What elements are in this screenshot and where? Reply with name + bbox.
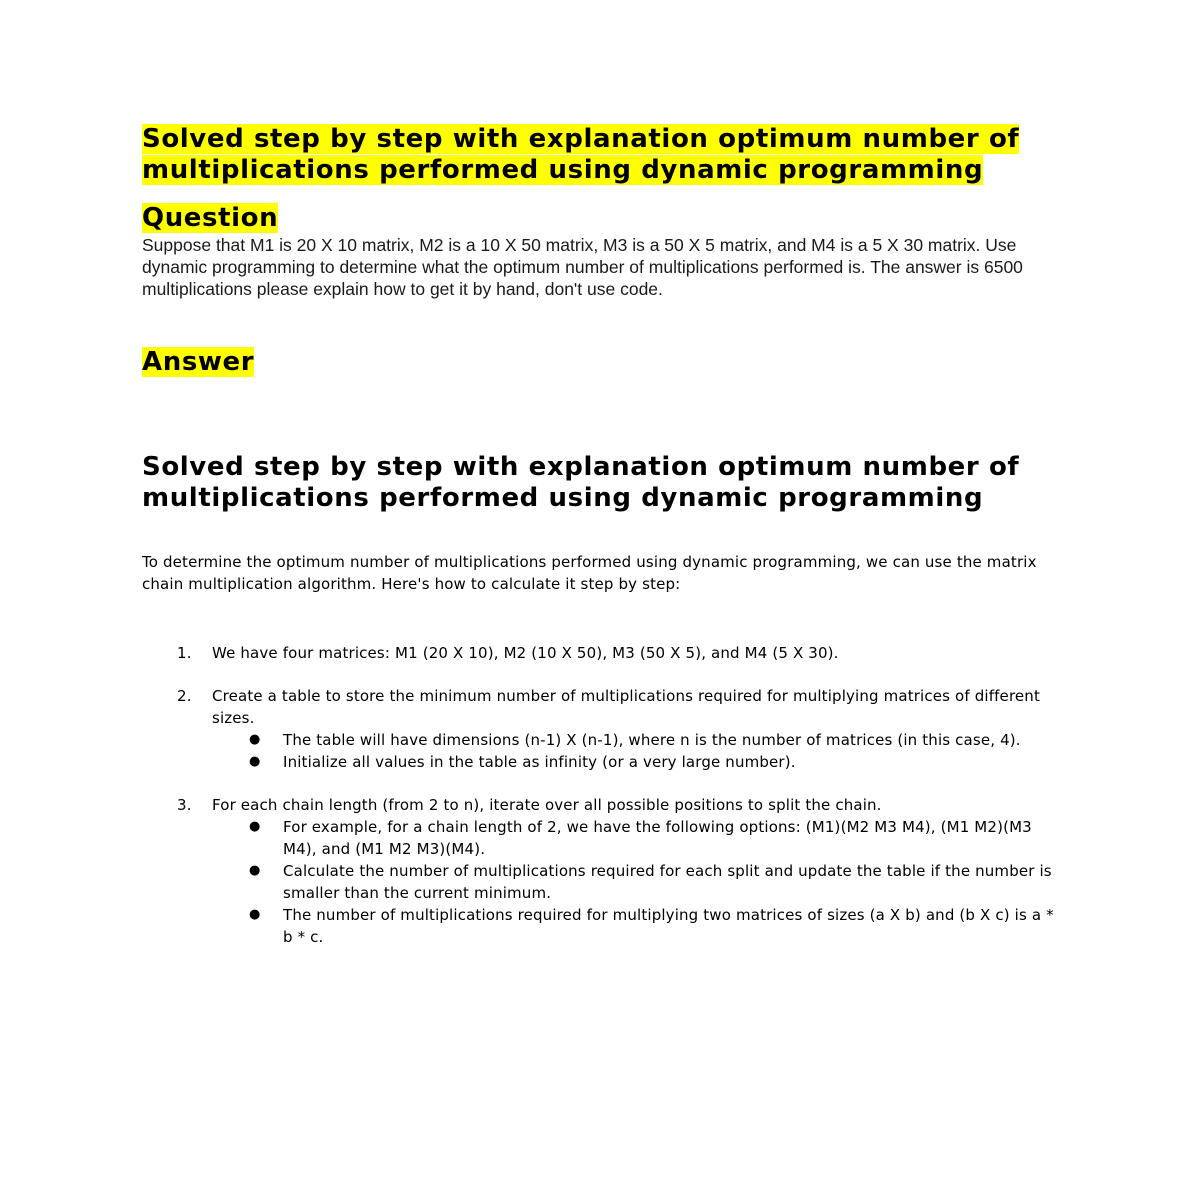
sub-item (212, 904, 1062, 948)
bullet-icon: ● (249, 754, 261, 769)
step-text: We have four matrices: M1 (20 X 10), M2 (10 X 50), M3 (50 X 5), and M4 (5 X 30). (212, 644, 839, 662)
sub-item (212, 729, 1062, 751)
document-title-highlight: Solved step by step with explanation optimum number of multiplications performed using dynamic programming (142, 124, 1020, 185)
sub-item-text: The number of multiplications required for multiplying two matrices of sizes (a X b) and (b X c) is a * b * c. (283, 906, 1054, 946)
sub-item-text: For example, for a chain length of 2, we have the following options: (M1)(M2 M3 M4), (M1 M2)(M3 M4), and (M1 M2 M3)(M4). (283, 818, 1032, 858)
question-text: Suppose that M1 is 20 X 10 matrix, M2 is a 10 X 50 matrix, M3 is a 50 X 5 matrix, and M4 is a 5 X 30 matrix. Use dynamic programming to determine what the optimum number of multiplications performed is. The answer is 6500 multiplications please explain how to get it by hand, don't use code. (142, 235, 1023, 299)
sub-item-text: Initialize all values in the table as infinity (or a very large number). (283, 753, 796, 771)
question-heading (142, 203, 1062, 234)
step-text: For each chain length (from 2 to n), iterate over all possible positions to split the chain. (212, 796, 882, 814)
question-heading-highlight: Question (142, 203, 279, 233)
bullet-icon: ● (249, 732, 261, 747)
steps-list (142, 642, 1062, 948)
sub-item (212, 751, 1062, 773)
step-item (142, 642, 1062, 664)
document-title (142, 124, 1062, 186)
step-number: 3. (177, 796, 192, 814)
step-item (142, 794, 1062, 948)
answer-heading (142, 347, 1062, 378)
sub-list (212, 816, 1062, 948)
step-item (142, 685, 1062, 773)
bullet-icon: ● (249, 863, 261, 878)
document-page (142, 124, 1062, 969)
step-number: 2. (177, 687, 192, 705)
bullet-icon: ● (249, 907, 261, 922)
bullet-icon: ● (249, 819, 261, 834)
step-number: 1. (177, 644, 192, 662)
intro-paragraph: To determine the optimum number of multiplications performed using dynamic programming, we can use the matrix chain multiplication algorithm. Here's how to calculate it step by step: (142, 553, 1037, 593)
sub-item-text: Calculate the number of multiplications required for each split and update the table if the number is smaller than the current minimum. (283, 862, 1052, 902)
sub-item-text: The table will have dimensions (n-1) X (n-1), where n is the number of matrices (in this case, 4). (283, 731, 1021, 749)
answer-title: Solved step by step with explanation optimum number of multiplications performed using dynamic programming (142, 452, 1020, 513)
sub-item (212, 860, 1062, 904)
sub-item (212, 816, 1062, 860)
step-text: Create a table to store the minimum number of multiplications required for multiplying matrices of different sizes. (212, 687, 1040, 727)
answer-heading-highlight: Answer (142, 347, 255, 377)
sub-list (212, 729, 1062, 773)
